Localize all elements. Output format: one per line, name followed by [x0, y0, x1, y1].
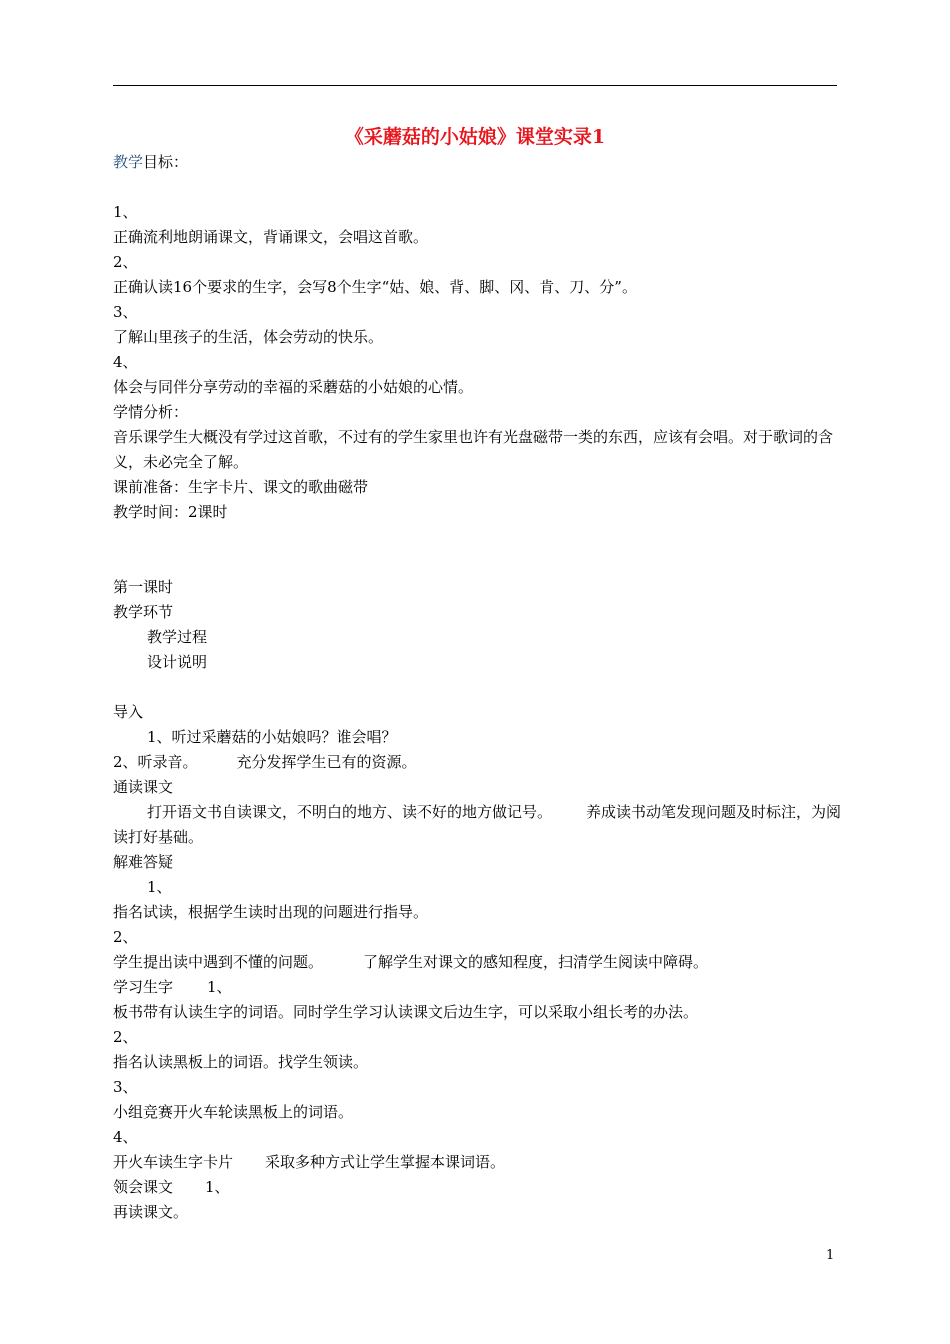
design-note: 采取多种方式让学生掌握本课词语。: [265, 1153, 506, 1171]
solve-number: 1、: [147, 878, 172, 896]
read-text: 打开语文书自读课文，不明白的地方、读不好的地方做记号。: [147, 803, 553, 821]
goal-number: 1、: [113, 203, 138, 221]
solve-number: 2、: [113, 928, 138, 946]
goal-text: 正确认读16个要求的生字，会写8个生字“姑、娘、背、脚、冈、肯、刀、分”。: [113, 278, 637, 296]
design-note: 了解学生对课文的感知程度，扫清学生阅读中障碍。: [363, 953, 709, 971]
prep-text: 课前准备：生字卡片、课文的歌曲磁带: [113, 478, 369, 496]
goal-number: 2、: [113, 253, 138, 271]
learn-label: 学习生字: [113, 978, 174, 996]
read-paragraph: [113, 800, 843, 850]
learn-number: 3、: [113, 1078, 138, 1096]
intro-item: 1、听过采蘑菇的小姑娘吗？谁会唱？: [147, 728, 397, 746]
goal-text: 了解山里孩子的生活，体会劳动的快乐。: [113, 328, 384, 346]
learn-text: 开火车读生字卡片: [113, 1153, 234, 1171]
lesson-heading: 第一课时: [113, 578, 174, 596]
goal-number: 4、: [113, 353, 138, 371]
objectives-label: 目标：: [143, 153, 189, 171]
learn-text: 板书带有认读生字的词语。同时学生学习认读课文后边生字，可以采取小组长考的办法。: [113, 1003, 699, 1021]
intro-item-row: [113, 750, 843, 775]
objectives-link[interactable]: 教学: [113, 153, 144, 171]
learn-text: 小组竞赛开火车轮读黑板上的词语。: [113, 1103, 354, 1121]
goal-number: 3、: [113, 303, 138, 321]
comprehend-heading-row: [113, 1175, 843, 1200]
col-process: 教学过程: [147, 628, 208, 646]
design-note: 充分发挥学生已有的资源。: [236, 753, 417, 771]
intro-label: 导入: [113, 703, 144, 721]
intro-item: 2、听录音。: [113, 753, 198, 771]
col-design: 设计说明: [147, 653, 208, 671]
comprehend-label: 领会课文: [113, 1178, 174, 1196]
page-number: 1: [826, 1248, 835, 1263]
time-text: 教学时间：2课时: [113, 503, 228, 521]
learn-row: [113, 1150, 843, 1175]
analysis-text: 音乐课学生大概没有学过这首歌，不过有的学生家里也许有光盘磁带一类的东西，应该有会唱。对于歌词的含义，未必完全了解。: [113, 428, 834, 471]
comprehend-text: 再读课文。: [113, 1203, 189, 1221]
objectives-heading: [113, 150, 843, 175]
solve-text: 指名试读，根据学生读时出现的问题进行指导。: [113, 903, 429, 921]
document-body: [113, 150, 843, 1225]
analysis-label: 学情分析：: [113, 403, 189, 421]
learn-text: 指名认读黑板上的词语。找学生领读。: [113, 1053, 369, 1071]
page-title: 《采蘑菇的小姑娘》课堂实录1: [344, 126, 606, 148]
comprehend-number: 1、: [205, 1178, 230, 1196]
learn-heading-row: [113, 975, 843, 1000]
goal-text: 体会与同伴分享劳动的幸福的采蘑菇的小姑娘的心情。: [113, 378, 474, 396]
design-note: 养成读书动笔发现问题及时标注，为阅读打好基础。: [113, 803, 842, 846]
col-stage: 教学环节: [113, 603, 174, 621]
solve-label: 解难答疑: [113, 853, 174, 871]
read-label: 通读课文: [113, 778, 174, 796]
goal-text: 正确流利地朗诵课文，背诵课文，会唱这首歌。: [113, 228, 429, 246]
solve-row: [113, 950, 843, 975]
learn-number: 1、: [207, 978, 232, 996]
learn-number: 2、: [113, 1028, 138, 1046]
learn-number: 4、: [113, 1128, 138, 1146]
solve-text: 学生提出读中遇到不懂的问题。: [113, 953, 324, 971]
header-rule: [113, 85, 837, 86]
